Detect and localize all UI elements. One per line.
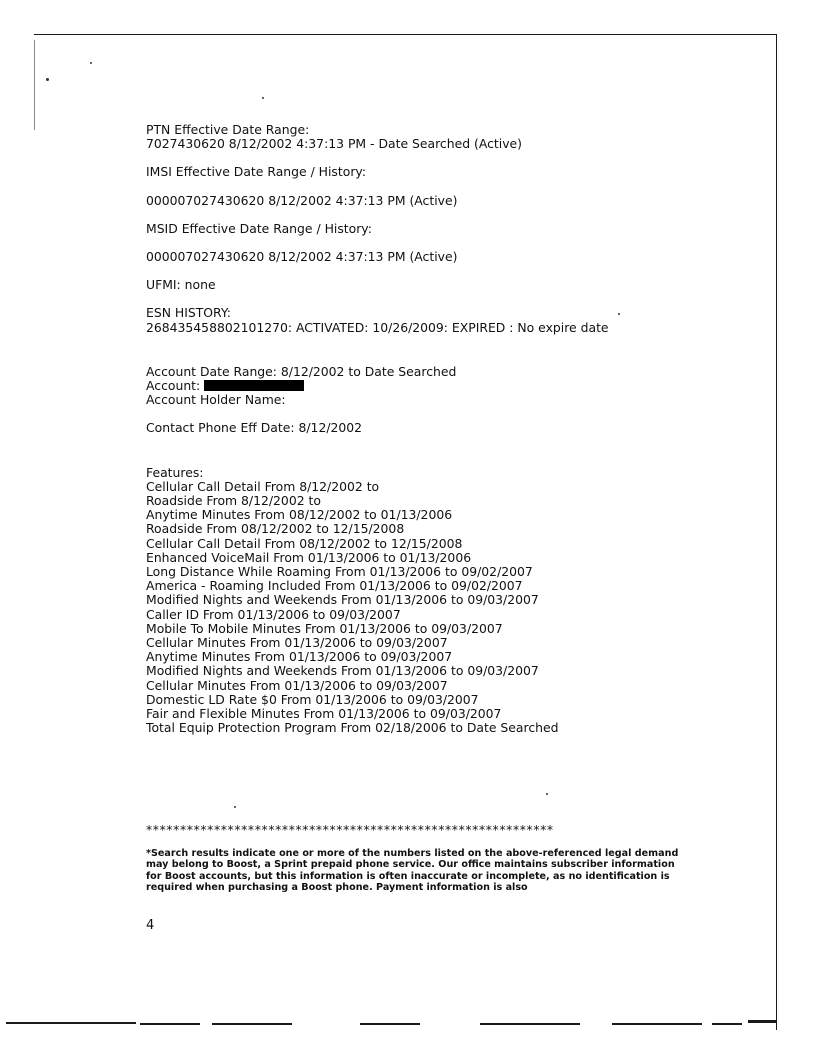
scan-right-border <box>776 34 777 1030</box>
feature-item: Cellular Minutes From 01/13/2006 to 09/03/2007 <box>146 635 448 651</box>
feature-item: Anytime Minutes From 08/12/2002 to 01/13/2006 <box>146 507 453 523</box>
scan-bottom-dash <box>360 1023 420 1025</box>
redaction-box <box>204 380 304 391</box>
imsi-value: 000007027430620 8/12/2002 4:37:13 PM (Active) <box>146 192 458 208</box>
msid-label: MSID Effective Date Range / History: <box>146 220 372 236</box>
ptn-value: 7027430620 8/12/2002 4:37:13 PM - Date Searched (Active) <box>146 136 523 152</box>
scan-bottom-dash <box>212 1023 292 1025</box>
scan-speck <box>262 97 264 99</box>
feature-item: Modified Nights and Weekends From 01/13/2006 to 09/03/2007 <box>146 663 539 679</box>
scan-bottom-dash <box>480 1023 580 1025</box>
feature-item: Enhanced VoiceMail From 01/13/2006 to 01/13/2006 <box>146 549 472 565</box>
feature-item: Cellular Call Detail From 08/12/2002 to 12/15/2008 <box>146 535 463 551</box>
features-label: Features: <box>146 464 204 480</box>
scan-speck <box>546 793 548 795</box>
scan-bottom-dash <box>6 1022 136 1024</box>
scan-bottom-dash <box>748 1020 776 1023</box>
feature-item: Roadside From 8/12/2002 to <box>146 493 321 509</box>
account-line <box>146 379 706 393</box>
account-holder-label: Account Holder Name: <box>146 392 286 408</box>
esn-label: ESN HISTORY: <box>146 305 231 321</box>
page-number: 4 <box>146 918 155 933</box>
scan-bottom-dash <box>712 1023 742 1025</box>
account-date-range: Account Date Range: 8/12/2002 to Date Searched <box>146 363 457 379</box>
imsi-label: IMSI Effective Date Range / History: <box>146 164 367 180</box>
feature-item: Modified Nights and Weekends From 01/13/2006 to 09/03/2007 <box>146 592 539 608</box>
feature-item: Cellular Call Detail From 8/12/2002 to <box>146 478 380 494</box>
boost-notice: *Search results indicate one or more of the numbers listed on the above-referenced legal demand may belong to Boost, a Sprint prepaid phone service. Our office maintains subscriber information for Boost accounts, but this information is often inaccurate or incomplete, as no identification is required when purchasing a Boost phone. Payment information is also <box>146 848 679 894</box>
feature-item: Total Equip Protection Program From 02/18/2006 to Date Searched <box>146 720 559 736</box>
esn-value: 268435458802101270: ACTIVATED: 10/26/2009: EXPIRED : No expire date <box>146 319 609 335</box>
scan-top-border <box>34 34 776 35</box>
feature-item: Domestic LD Rate $0 From 01/13/2006 to 09/03/2007 <box>146 691 479 707</box>
feature-item: Mobile To Mobile Minutes From 01/13/2006 to 09/03/2007 <box>146 620 503 636</box>
feature-item: Anytime Minutes From 01/13/2006 to 09/03/2007 <box>146 649 453 665</box>
scan-bottom-dash <box>140 1023 200 1025</box>
msid-value: 000007027430620 8/12/2002 4:37:13 PM (Active) <box>146 249 458 265</box>
feature-item: Roadside From 08/12/2002 to 12/15/2008 <box>146 521 405 537</box>
scan-speck <box>46 78 49 81</box>
separator-line: ************************************************************ <box>146 822 554 837</box>
feature-item: Cellular Minutes From 01/13/2006 to 09/03/2007 <box>146 677 448 693</box>
scan-left-border <box>34 40 35 130</box>
scan-speck <box>90 62 92 64</box>
feature-item: Fair and Flexible Minutes From 01/13/2006 to 09/03/2007 <box>146 706 502 722</box>
feature-item: America - Roaming Included From 01/13/2006 to 09/02/2007 <box>146 578 523 594</box>
scan-bottom-dash <box>612 1023 702 1025</box>
ufmi-line: UFMI: none <box>146 277 216 293</box>
scan-speck <box>234 806 236 808</box>
feature-item: Long Distance While Roaming From 01/13/2006 to 09/02/2007 <box>146 564 533 580</box>
contact-phone-line: Contact Phone Eff Date: 8/12/2002 <box>146 420 363 436</box>
record-body <box>146 123 706 736</box>
feature-item: Caller ID From 01/13/2006 to 09/03/2007 <box>146 606 401 622</box>
account-label: Account: <box>146 378 201 394</box>
ptn-label: PTN Effective Date Range: <box>146 122 310 137</box>
